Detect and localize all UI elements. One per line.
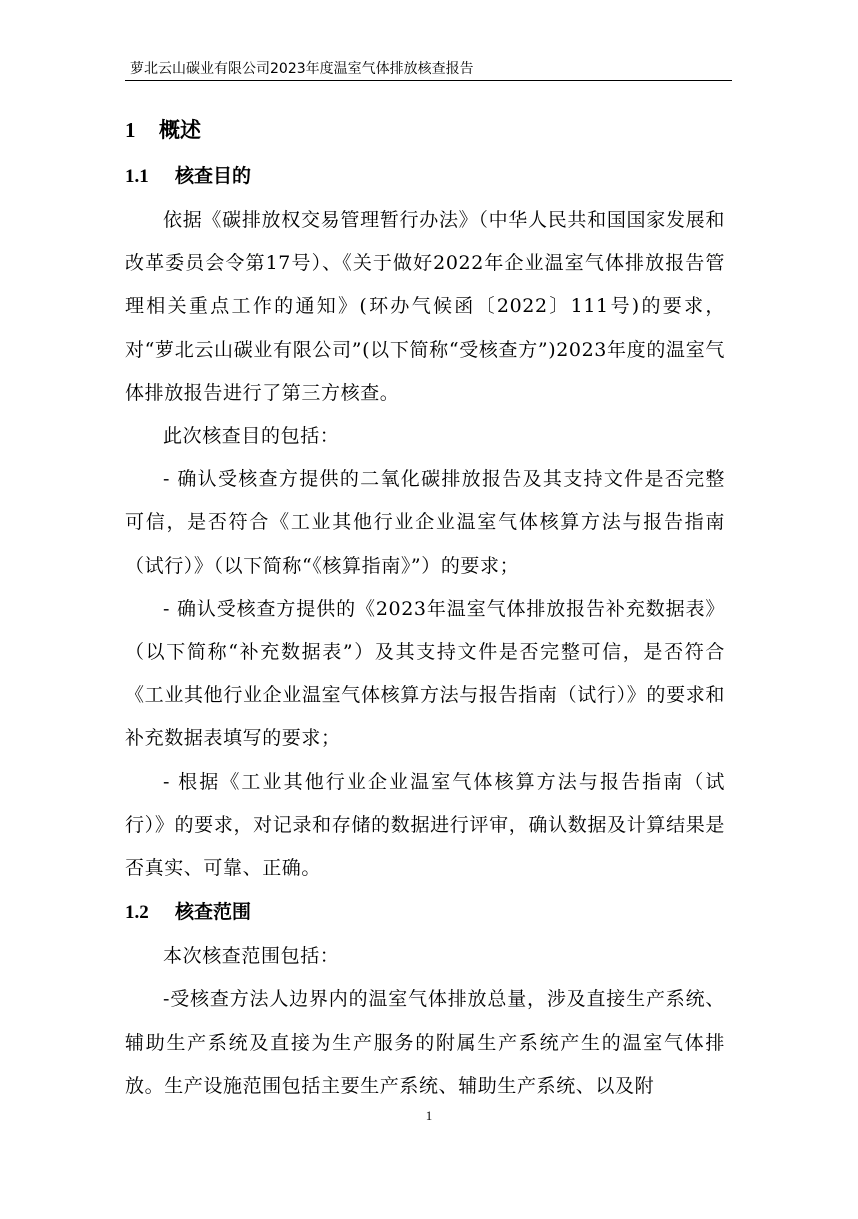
section-heading-1-1	[125, 154, 725, 199]
section-title: 概述	[159, 118, 201, 142]
section-title: 核查范围	[175, 901, 252, 924]
paragraph-scope-item-1: -受核查方法人边界内的温室气体排放总量，涉及直接生产系统、辅助生产系统及直接为生产服务的附属生产系统产生的温室气体排放。生产设施范围包括主要生产系统、辅助生产系统、以及附	[125, 988, 725, 1097]
section-title: 核查目的	[175, 165, 252, 187]
paragraph-basis: 依据《碳排放权交易管理暂行办法》（中华人民共和国国家发展和改革委员会令第17号）、《关于做好2022年企业温室气体排放报告管理相关重点工作的通知》(环办气候函〔2022〕111号)的要求，对“萝北云山碳业有限公司”(以下简称“受核查方”)2023年度的温室气体排放报告进行了第三方核查。	[125, 209, 725, 404]
paragraph-purpose-item-3: - 根据《工业其他行业企业温室气体核算方法与报告指南（试行）》的要求，对记录和存储的数据进行评审，确认数据及计算结果是否真实、可靠、正确。	[125, 770, 725, 880]
running-header: 萝北云山碳业有限公司2023年度温室气体排放核查报告	[130, 61, 474, 77]
section-heading-1	[125, 106, 725, 154]
section-number: 1	[125, 118, 136, 142]
paragraph-purpose-item-1: - 确认受核查方提供的二氧化碳排放报告及其支持文件是否完整可信，是否符合《工业其他行业企业温室气体核算方法与报告指南（试行）》（以下简称“《核算指南》”）的要求；	[125, 468, 725, 577]
paragraph-purpose-item-2: - 确认受核查方提供的《2023年温室气体排放报告补充数据表》（以下简称“补充数据表”）及其支持文件是否完整可信，是否符合《工业其他行业企业温室气体核算方法与报告指南（试行）》的要求和补充数据表填写的要求；	[125, 597, 725, 750]
page-body	[125, 106, 725, 1108]
section-number: 1.2	[125, 902, 149, 924]
section-number: 1.1	[125, 166, 149, 187]
header-rule	[125, 80, 732, 81]
paragraph-scope-intro: 本次核查范围包括：	[163, 945, 340, 968]
page-number: 1	[425, 1108, 433, 1123]
section-heading-1-2	[125, 890, 725, 935]
paragraph-purpose-intro: 此次核查目的包括：	[163, 425, 340, 448]
